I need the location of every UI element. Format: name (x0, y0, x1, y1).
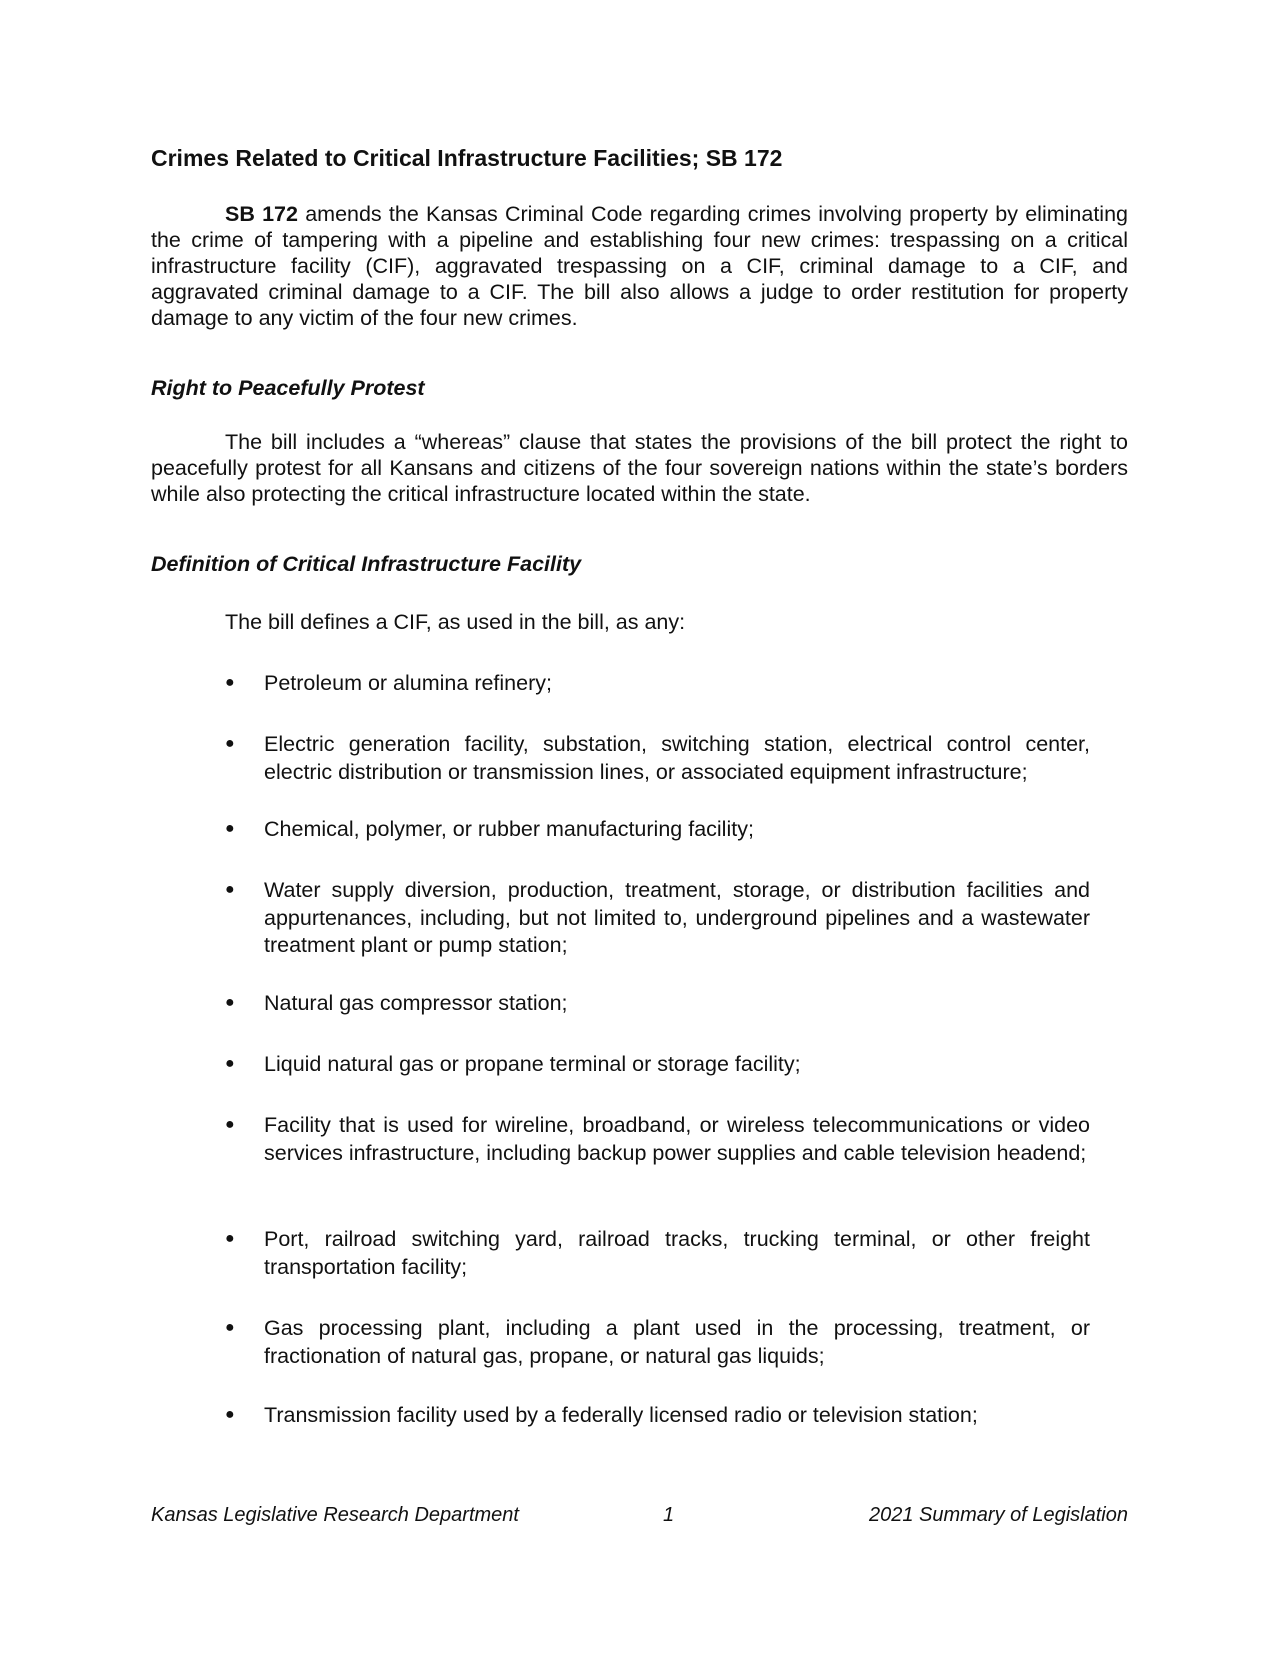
bullet-icon: ● (225, 994, 235, 1011)
bullet-icon: ● (225, 820, 235, 837)
list-item-text: Petroleum or alumina refinery; (264, 671, 552, 695)
list-item (225, 1315, 1090, 1370)
list-item (225, 731, 1090, 786)
list-item-text: Natural gas compressor station; (264, 991, 568, 1015)
bullet-icon: ● (225, 735, 235, 752)
list-item (225, 670, 1090, 698)
footer-publication: 2021 Summary of Legislation (868, 1504, 1128, 1526)
document-title: Crimes Related to Critical Infrastructure Facilities; SB 172 (151, 145, 783, 171)
list-item (225, 1226, 1090, 1281)
footer-page-number: 1 (663, 1504, 675, 1526)
list-item (225, 1051, 1090, 1079)
list-item (225, 816, 1090, 844)
list-item-text: Liquid natural gas or propane terminal or storage facility; (264, 1052, 801, 1076)
bullet-icon: ● (225, 881, 235, 898)
list-item-text: Chemical, polymer, or rubber manufacturing facility; (264, 817, 754, 841)
footer-department: Kansas Legislative Research Department (151, 1504, 519, 1526)
list-item-text: Transmission facility used by a federally licensed radio or television station; (264, 1403, 978, 1427)
section-heading-definition: Definition of Critical Infrastructure Facility (151, 552, 582, 576)
list-item (225, 1112, 1090, 1167)
list-item (225, 877, 1090, 960)
list-item (225, 990, 1090, 1018)
list-item-text: Gas processing plant, including a plant used in the processing, treatment, or fractionation of natural gas, propane, or natural gas liquids; (264, 1316, 1090, 1368)
section-paragraph-right-to-protest: The bill includes a “whereas” clause that states the provisions of the bill protect the right to peacefully protest for all Kansans and citizens of the four sovereign nations within the state’s borders while also protecting the critical infrastructure located within the state. (151, 430, 1128, 506)
bullet-icon: ● (225, 1055, 235, 1072)
list-item-text: Port, railroad switching yard, railroad tracks, trucking terminal, or other freight transportation facility; (264, 1227, 1090, 1279)
page-footer (151, 1502, 1128, 1528)
bullet-icon: ● (225, 1230, 235, 1247)
bullet-icon: ● (225, 674, 235, 691)
list-item-text: Electric generation facility, substation, switching station, electrical control center, electric distribution or transmission lines, or associated equipment infrastructure; (264, 732, 1090, 784)
list-item (225, 1402, 1090, 1430)
bullet-icon: ● (225, 1406, 235, 1423)
section-heading-right-to-protest: Right to Peacefully Protest (151, 376, 425, 400)
bullet-icon: ● (225, 1319, 235, 1336)
bullet-icon: ● (225, 1116, 235, 1133)
list-item-text: Water supply diversion, production, treatment, storage, or distribution facilities and appurtenances, including, but not limited to, underground pipelines and a wastewater treatment plant or pump station; (264, 878, 1090, 957)
bill-number: SB 172 (225, 202, 298, 226)
definition-intro: The bill defines a CIF, as used in the bill, as any: (225, 610, 686, 634)
intro-paragraph (151, 201, 1128, 331)
list-item-text: Facility that is used for wireline, broadband, or wireless telecommunications or video services infrastructure, including backup power supplies and cable television headend; (264, 1113, 1090, 1165)
intro-paragraph-text: amends the Kansas Criminal Code regarding crimes involving property by eliminating the crime of tampering with a pipeline and establishing four new crimes: trespassing on a critical infrastructure facility (CIF), aggravated trespassing on a CIF, criminal damage to a CIF, and aggravated criminal damage to a CIF. The bill also allows a judge to order restitution for property damage to any victim of the four new crimes. (151, 202, 1128, 330)
